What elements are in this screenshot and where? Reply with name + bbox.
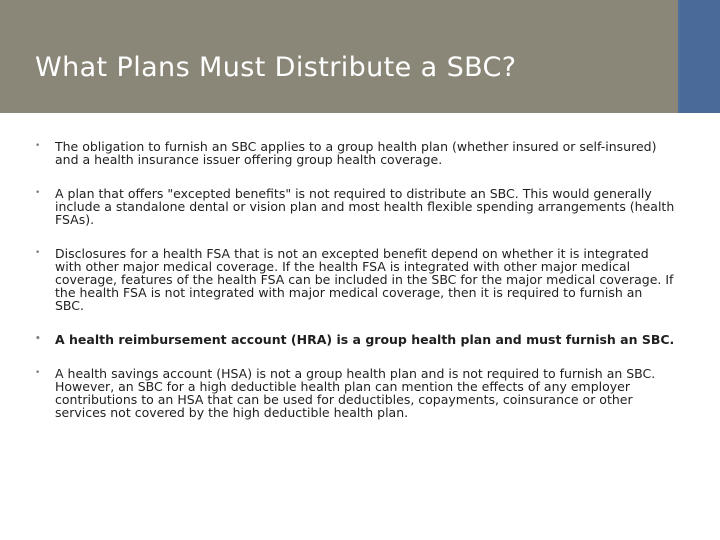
bullet-item	[35, 187, 675, 226]
slide-title: What Plans Must Distribute a SBC?	[35, 52, 517, 83]
bullet-item	[35, 333, 675, 346]
bullet-marker: •	[35, 334, 41, 344]
bullet-text: The obligation to furnish an SBC applies to a group health plan (whether insured or self-insured) and a health insurance issuer offering group health coverage.	[55, 139, 657, 167]
title-bar	[0, 0, 678, 113]
accent-bar-fill	[680, 0, 720, 113]
bullet-item	[35, 367, 675, 419]
bullet-list	[35, 140, 675, 440]
bullet-marker: •	[35, 248, 41, 258]
bullet-text: A health savings account (HSA) is not a group health plan and is not required to furnish an SBC. However, an SBC for a high deductible health plan can mention the effects of any employer contributions to an HSA that can be used for deductibles, copayments, coinsurance or other services not covered by the high deductible health plan.	[55, 366, 656, 420]
bullet-text: A plan that offers "excepted benefits" is not required to distribute an SBC. This would generally include a standalone dental or vision plan and most health flexible spending arrangements (health FSAs).	[55, 186, 675, 227]
bullet-text: Disclosures for a health FSA that is not an excepted benefit depend on whether it is integrated with other major medical coverage. If the health FSA is integrated with other major medical coverage, features of the health FSA can be included in the SBC for the major medical coverage. If the health FSA is not integrated with major medical coverage, then it is required to furnish an SBC.	[55, 246, 674, 313]
bullet-text: A health reimbursement account (HRA) is a group health plan and must furnish an SBC.	[55, 332, 675, 347]
bullet-item	[35, 140, 675, 166]
bullet-marker: •	[35, 188, 41, 198]
bullet-item	[35, 247, 675, 312]
bullet-marker: •	[35, 141, 41, 151]
accent-bar	[678, 0, 720, 113]
bullet-marker: •	[35, 368, 41, 378]
